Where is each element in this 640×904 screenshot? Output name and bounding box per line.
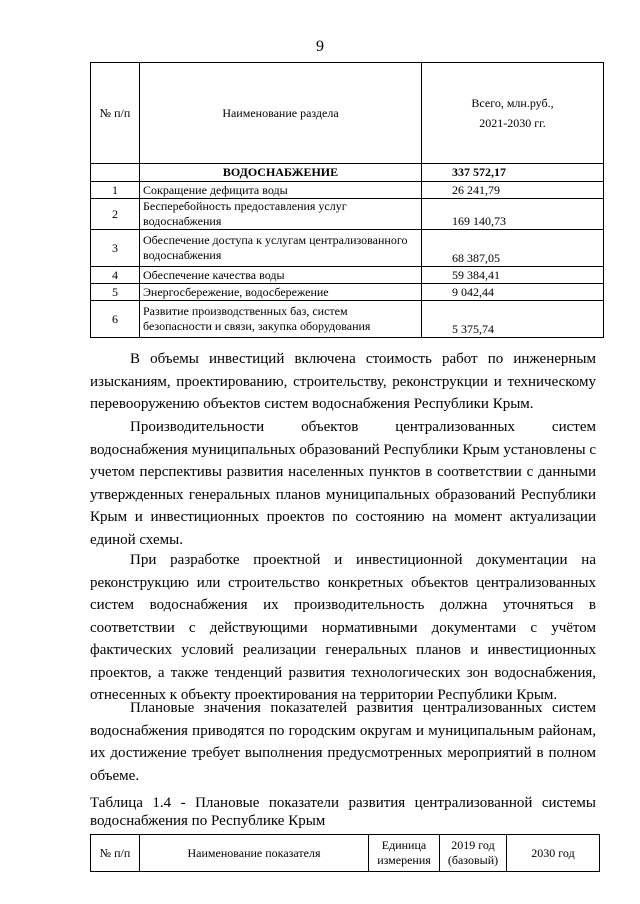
table-row — [91, 230, 604, 267]
investment-table — [90, 62, 604, 338]
header-target-year: 2030 год — [507, 835, 600, 872]
section-total-row — [91, 164, 604, 182]
row-value: 26 241,79 — [422, 182, 604, 199]
header-unit-line2: измерения — [377, 853, 431, 867]
table-row — [91, 182, 604, 199]
header-unit — [369, 835, 440, 872]
table-row — [91, 301, 604, 338]
row-value: 9 042,44 — [422, 284, 604, 301]
row-name: Развитие производственных баз, систем безопасности и связи, закупка оборудования — [140, 301, 422, 338]
header-base-year — [440, 835, 507, 872]
table-row — [91, 267, 604, 284]
header-base-line2: (базовый) — [447, 853, 499, 867]
table-header-row — [91, 63, 604, 164]
table-caption: Таблица 1.4 - Плановые показатели развития централизованной системы водоснабжения по Республике Крым — [90, 795, 596, 829]
section-name: ВОДОСНАБЖЕНИЕ — [140, 164, 422, 182]
row-name: Обеспечение доступа к услугам централизованного водоснабжения — [140, 230, 422, 267]
section-value: 337 572,17 — [422, 164, 604, 182]
header-unit-line1: Единица — [381, 838, 427, 852]
paragraph-plan-values: Плановые значения показателей развития централизованных систем водоснабжения приводятся по городским округам и муниципальным районам, их достижение требует выполнения предусмотренных мероприятий в полном объеме. — [90, 700, 596, 784]
header-section-name: Наименование раздела — [140, 63, 422, 164]
header-base-line1: 2019 год — [451, 838, 495, 852]
table-header-row — [91, 835, 600, 872]
paragraph-investment-scope: В объемы инвестиций включена стоимость работ по инженерным изысканиям, проектированию, строительству, реконструкции и техническому перевооружению объектов систем водоснабжения Республики Крым. — [90, 351, 596, 412]
header-total-line2: 2021-2030 гг. — [479, 116, 546, 130]
row-num: 4 — [91, 267, 140, 284]
table-row — [91, 199, 604, 230]
header-num: № п/п — [91, 63, 140, 164]
row-value: 169 140,73 — [422, 199, 604, 230]
indicators-table — [90, 834, 600, 872]
table-row — [91, 284, 604, 301]
row-num: 6 — [91, 301, 140, 338]
page-number: 9 — [316, 38, 324, 55]
header-total-line1: Всего, млн.руб., — [471, 96, 554, 110]
row-name: Бесперебойность предоставления услуг водоснабжения — [140, 199, 422, 230]
row-name: Энергосбережение, водосбережение — [140, 284, 422, 301]
row-num: 3 — [91, 230, 140, 267]
row-value: 68 387,05 — [422, 230, 604, 267]
row-name: Сокращение дефицита воды — [140, 182, 422, 199]
row-value: 59 384,41 — [422, 267, 604, 284]
paragraph-capacity: Производительности объектов централизованных систем водоснабжения муниципальных образований Республики Крым установлены с учетом перспективы развития населенных пунктов в соответствии с данными утвержденных генеральных планов муниципальных образований Республики Крым и инвестиционных проектов по состоянию на момент актуализации единой схемы. — [90, 419, 596, 548]
section-num — [91, 164, 140, 182]
row-num: 2 — [91, 199, 140, 230]
row-value: 5 375,74 — [422, 301, 604, 338]
header-num: № п/п — [91, 835, 140, 872]
row-name: Обеспечение качества воды — [140, 267, 422, 284]
row-num: 5 — [91, 284, 140, 301]
row-num: 1 — [91, 182, 140, 199]
header-total — [422, 63, 604, 164]
header-indicator-name: Наименование показателя — [140, 835, 369, 872]
paragraph-design-docs: При разработке проектной и инвестиционной документации на реконструкцию или строительство конкретных объектов централизованных систем водоснабжения их производительность должна уточняться в соответствии с действующими нормативными документами с учётом фактических условий реализации генеральных планов и инвестиционных проектов, а также тенденций развития технологических зон водоснабжения, отнесенных к объекту проектирования на территории Республики Крым. — [90, 552, 596, 703]
